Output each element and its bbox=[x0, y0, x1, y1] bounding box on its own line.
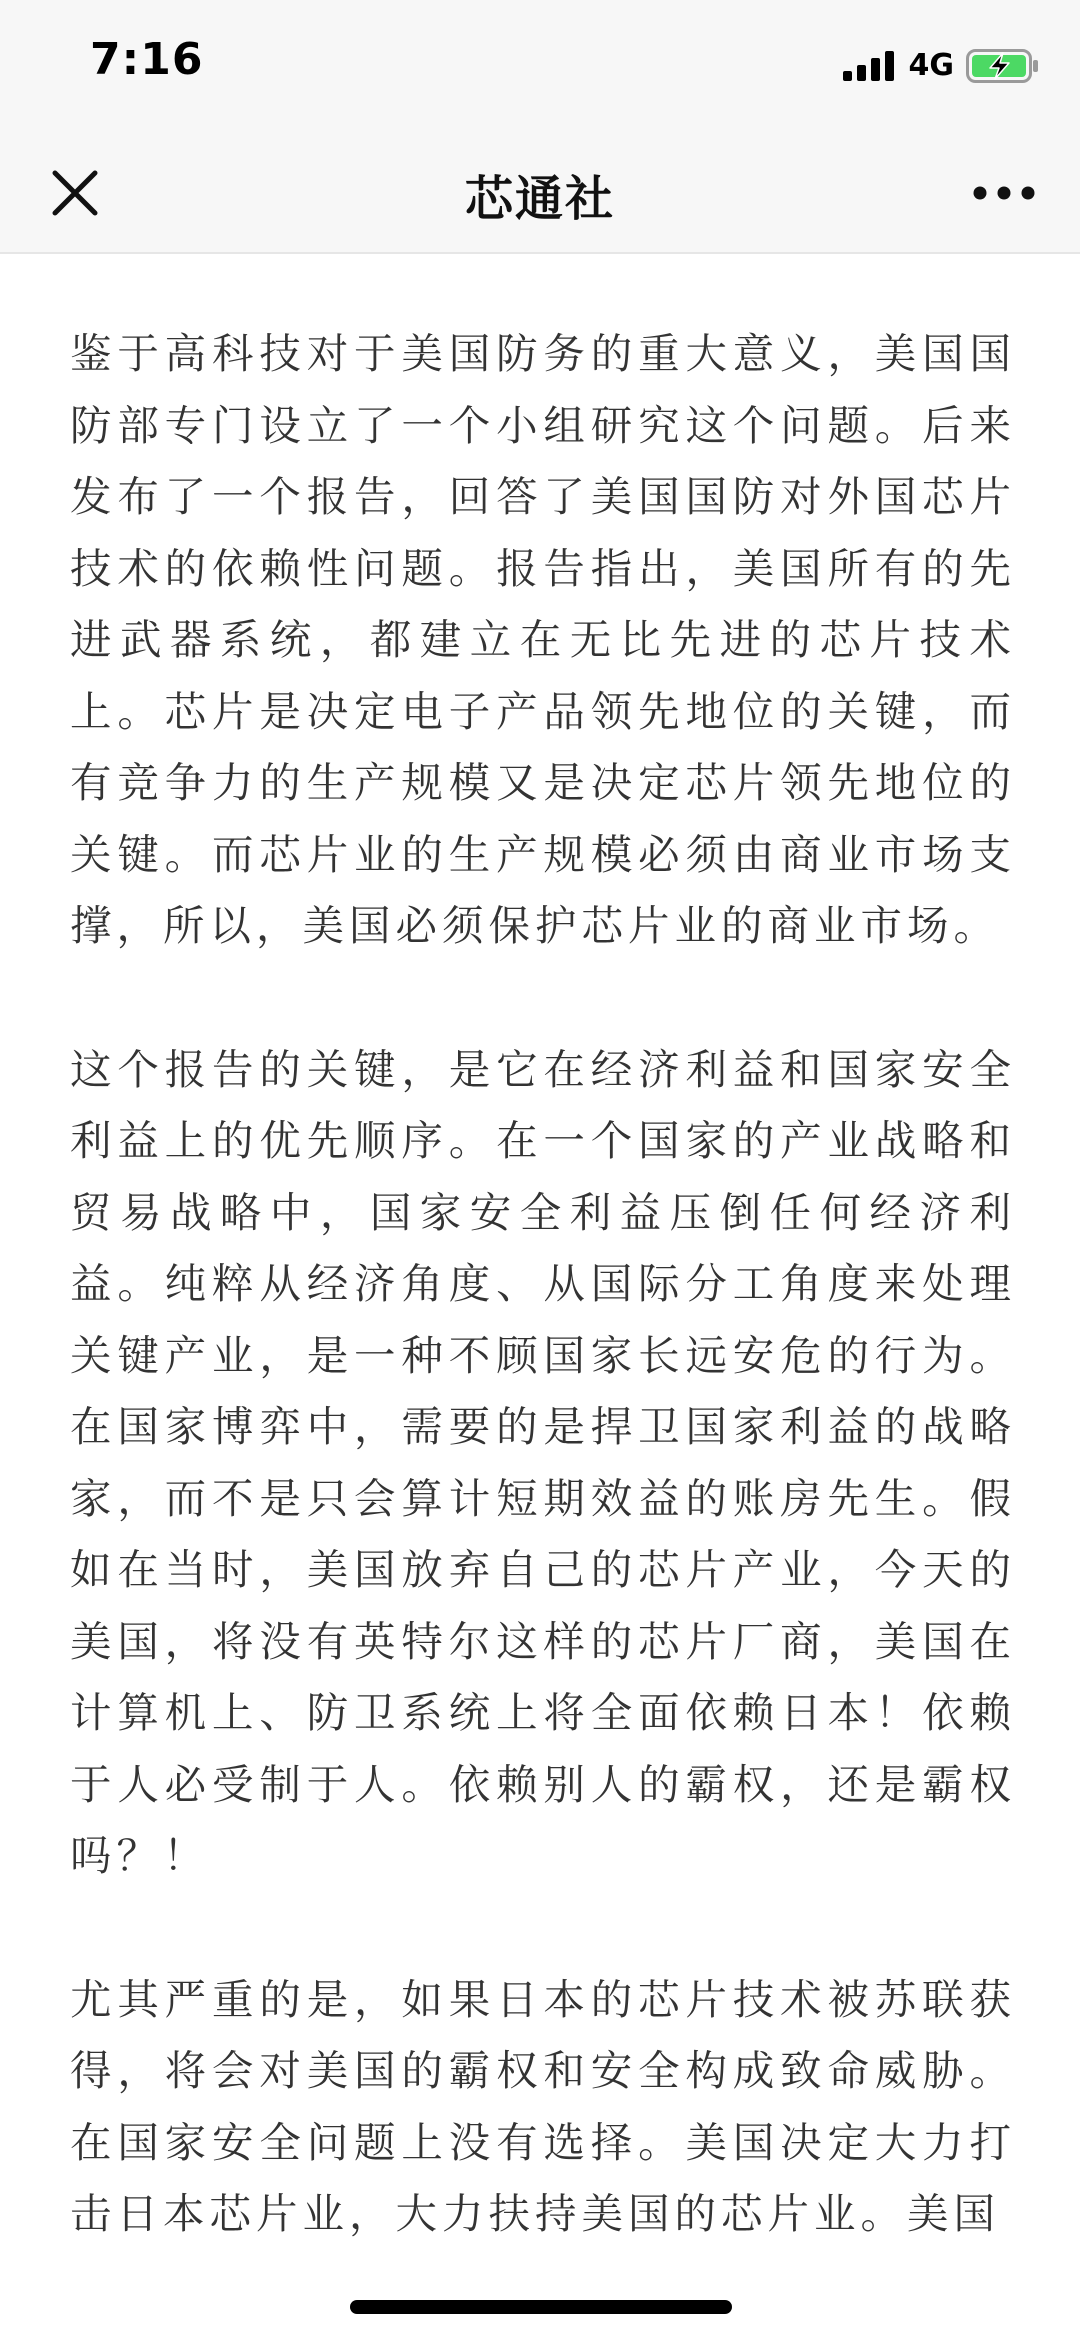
signal-bars-icon bbox=[843, 51, 897, 81]
status-time: 7:16 bbox=[90, 34, 204, 85]
nav-bar bbox=[0, 132, 1080, 254]
article-body bbox=[70, 318, 1016, 2250]
home-indicator[interactable] bbox=[350, 2300, 732, 2314]
article-paragraph: 尤其严重的是，如果日本的芯片技术被苏联获得，将会对美国的霸权和安全构成致命威胁。在国家安全问题上没有选择。美国决定大力打击日本芯片业，大力扶持美国的芯片业。美国 bbox=[70, 1974, 1016, 2238]
more-dots-icon bbox=[973, 186, 1035, 200]
page-title: 芯通社 bbox=[464, 171, 615, 227]
status-indicators bbox=[843, 48, 1041, 83]
article-paragraph: 这个报告的关键，是它在经济利益和国家安全利益上的优先顺序。在一个国家的产业战略和贸易战略中，国家安全利益压倒任何经济利益。纯粹从经济角度、从国际分工角度来处理关键产业，是一种不顾国家长远安危的行为。在国家博弈中，需要的是捍卫国家利益的战略家，而不是只会算计短期效益的账房先生。假如在当时，美国放弃自己的芯片产业，今天的美国，将没有英特尔这样的芯片厂商，美国在计算机上、防卫系统上将全面依赖日本！依赖于人必受制于人。依赖别人的霸权，还是霸权吗？！ bbox=[70, 1044, 1016, 1880]
network-type-label: 4G bbox=[908, 48, 954, 83]
more-options-button[interactable] bbox=[964, 158, 1044, 228]
battery-charging-icon bbox=[966, 49, 1040, 83]
article-paragraph: 鉴于高科技对于美国防务的重大意义，美国国防部专门设立了一个小组研究这个问题。后来发布了一个报告，回答了美国国防对外国芯片技术的依赖性问题。报告指出，美国所有的先进武器系统，都建立在无比先进的芯片技术上。芯片是决定电子产品领先地位的关键，而有竞争力的生产规模又是决定芯片领先地位的关键。而芯片业的生产规模必须由商业市场支撑，所以，美国必须保护芯片业的商业市场。 bbox=[70, 329, 1016, 950]
status-bar bbox=[0, 0, 1080, 132]
